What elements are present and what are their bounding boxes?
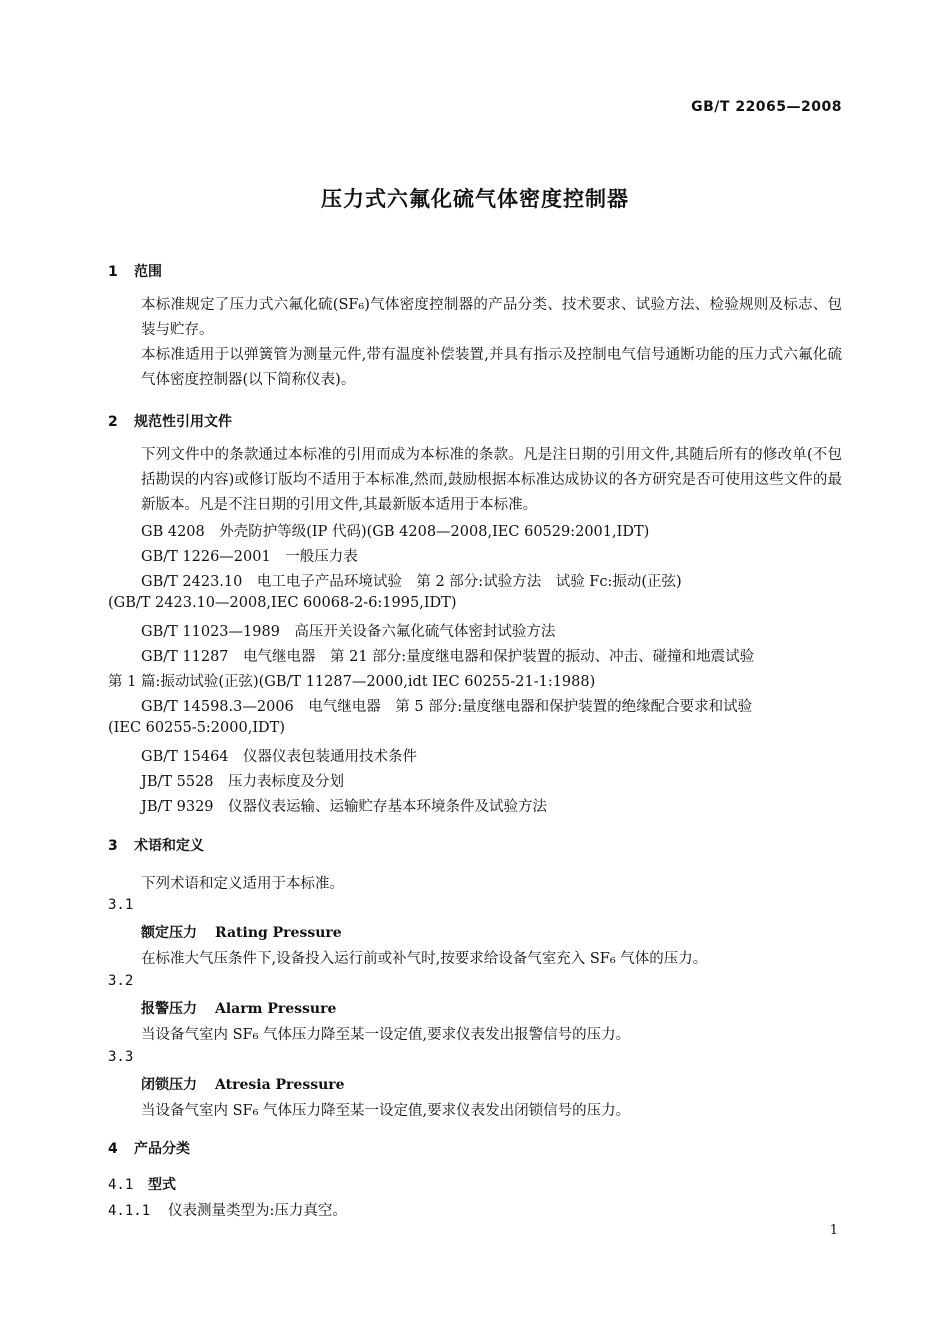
reference-item: GB/T 1226—2001 一般压力表 bbox=[141, 549, 358, 565]
reference-item: GB/T 11023—1989 高压开关设备六氟化硫气体密封试验方法 bbox=[141, 624, 556, 640]
reference-item: GB/T 15464 仪器仪表包装通用技术条件 bbox=[141, 749, 418, 765]
term-definition: 在标准大气压条件下,设备投入运行前或补气时,按要求给设备气室充入 SF₆ 气体的压力。 bbox=[141, 951, 708, 967]
section-3-intro: 下列术语和定义适用于本标准。 bbox=[141, 876, 344, 892]
reference-item: GB/T 14598.3—2006 电气继电器 第 5 部分:量度继电器和保护装置的绝缘配合要求和试验 bbox=[141, 699, 753, 715]
section-2-heading bbox=[108, 411, 232, 431]
section-title: 产品分类 bbox=[134, 1141, 190, 1157]
term-number: 3.3 bbox=[108, 1049, 134, 1065]
reference-item: GB 4208 外壳防护等级(IP 代码)(GB 4208—2008,IEC 60529:2001,IDT) bbox=[141, 524, 650, 540]
paragraph-text: 下列文件中的条款通过本标准的引用而成为本标准的条款。凡是注日期的引用文件,其随后所有的修改单(不包括勘误的内容)或修订版均不适用于本标准,然而,鼓励根据本标准达成协议的各方研究是否可使用这些文件的最新版本。凡是不注日期的引用文件,其最新版本适用于本标准。 bbox=[141, 447, 842, 513]
section-title: 规范性引用文件 bbox=[134, 414, 232, 430]
section-number: 4 bbox=[108, 1141, 118, 1157]
clause-text: 仪表测量类型为:压力真空。 bbox=[168, 1203, 347, 1219]
reference-item: (IEC 60255-5:2000,IDT) bbox=[108, 720, 286, 736]
term-number: 3.2 bbox=[108, 973, 134, 989]
term-definition: 当设备气室内 SF₆ 气体压力降至某一设定值,要求仪表发出报警信号的压力。 bbox=[141, 1027, 631, 1043]
section-3-heading bbox=[108, 835, 204, 855]
term-heading bbox=[141, 998, 336, 1018]
clause-number: 4.1.1 bbox=[108, 1203, 151, 1219]
reference-item: JB/T 5528 压力表标度及分划 bbox=[141, 774, 345, 790]
term-en: Rating Pressure bbox=[215, 925, 342, 941]
term-en: Atresia Pressure bbox=[215, 1077, 345, 1093]
section-title: 范围 bbox=[134, 264, 162, 280]
section-title: 术语和定义 bbox=[134, 838, 204, 854]
subsection-number: 4.1 bbox=[108, 1177, 134, 1193]
term-zh: 额定压力 bbox=[141, 925, 197, 941]
term-number: 3.1 bbox=[108, 897, 134, 913]
paragraph-text: 本标准规定了压力式六氟化硫(SF₆)气体密度控制器的产品分类、技术要求、试验方法、检验规则及标志、包装与贮存。 bbox=[141, 297, 842, 338]
subsection-4-1-heading bbox=[108, 1174, 176, 1194]
clause-4-1-1 bbox=[108, 1199, 347, 1220]
section-2-intro bbox=[108, 443, 842, 518]
document-title: 压力式六氟化硫气体密度控制器 bbox=[321, 187, 629, 211]
standard-code: GB/T 22065—2008 bbox=[691, 99, 842, 115]
term-zh: 报警压力 bbox=[141, 1001, 197, 1017]
subsection-title: 型式 bbox=[148, 1177, 176, 1193]
page-number: 1 bbox=[829, 1223, 838, 1238]
section-1-heading bbox=[108, 261, 162, 281]
reference-item: (GB/T 2423.10—2008,IEC 60068-2-6:1995,IDT) bbox=[108, 595, 457, 611]
term-zh: 闭锁压力 bbox=[141, 1077, 197, 1093]
section-number: 2 bbox=[108, 414, 118, 430]
reference-item: JB/T 9329 仪器仪表运输、运输贮存基本环境条件及试验方法 bbox=[141, 799, 548, 815]
section-4-heading bbox=[108, 1138, 190, 1158]
section-1-paragraph-2 bbox=[108, 343, 842, 393]
reference-item: 第 1 篇:振动试验(正弦)(GB/T 11287—2000,idt IEC 60255-21-1:1988) bbox=[108, 674, 596, 690]
reference-item: GB/T 2423.10 电工电子产品环境试验 第 2 部分:试验方法 试验 Fc:振动(正弦) bbox=[141, 574, 682, 590]
term-heading bbox=[141, 922, 342, 942]
term-heading bbox=[141, 1074, 345, 1094]
section-1-paragraph-1 bbox=[108, 293, 842, 343]
section-number: 1 bbox=[108, 264, 118, 280]
section-number: 3 bbox=[108, 838, 118, 854]
paragraph-text: 本标准适用于以弹簧管为测量元件,带有温度补偿装置,并具有指示及控制电气信号通断功能的压力式六氟化硫气体密度控制器(以下简称仪表)。 bbox=[141, 347, 842, 388]
term-en: Alarm Pressure bbox=[215, 1001, 337, 1017]
reference-item: GB/T 11287 电气继电器 第 21 部分:量度继电器和保护装置的振动、冲击、碰撞和地震试验 bbox=[141, 649, 755, 665]
term-definition: 当设备气室内 SF₆ 气体压力降至某一设定值,要求仪表发出闭锁信号的压力。 bbox=[141, 1103, 631, 1119]
